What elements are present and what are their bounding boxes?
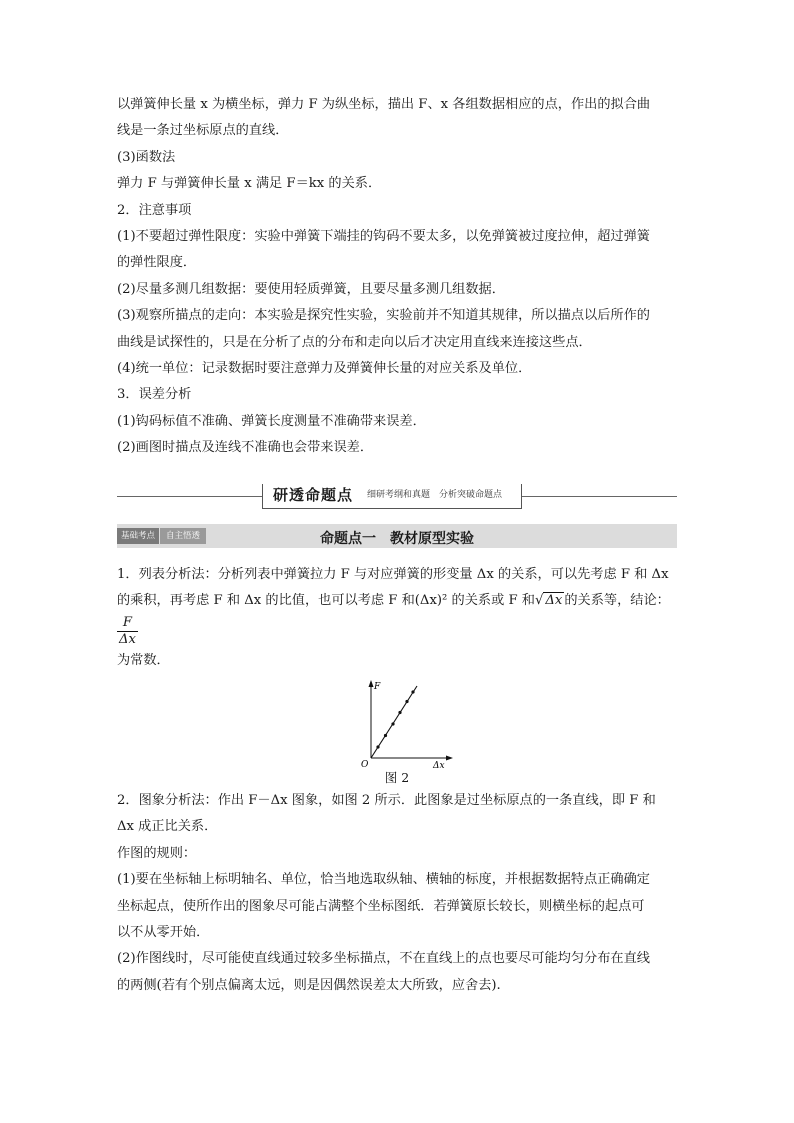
data-point (384, 734, 387, 737)
fraction-F-over-dx (117, 615, 138, 648)
p1-line-3: 为常数． (117, 652, 170, 668)
banner-title: 研透命题点 (273, 486, 354, 505)
error-1: (1)钩码标值不准确、弹簧长度测量不准确带来误差． (117, 413, 426, 429)
note-1b: 的弹性限度． (117, 255, 197, 271)
data-point (398, 711, 401, 714)
errors-heading: 3．误差分析 (117, 387, 192, 403)
p1-line-1: 1．列表分析法：分析列表中弹簧拉力 F 与对应弹簧的形变量 Δx 的关系，可以先考虑 F 和 Δx (117, 566, 669, 582)
data-point (376, 745, 379, 748)
note-4: (4)统一单位：记录数据时要注意弹力及弹簧伸长量的对应关系及单位． (117, 361, 532, 377)
notes-heading: 2．注意事项 (117, 202, 192, 218)
p2-line-2: Δx 成正比关系． (117, 819, 218, 835)
rule-1c: 以不从零开始． (117, 924, 210, 940)
tag-self-study: 自主悟透 (160, 528, 206, 544)
origin-label: O (361, 759, 369, 768)
data-point (411, 690, 414, 693)
p2-line-1: 2．图象分析法：作出 F－Δx 图象，如图 2 所示．此图象是过坐标原点的一条直线，即 F 和 (117, 792, 656, 808)
figure-caption: 图 2 (384, 769, 410, 785)
p1-line-2b: 的关系等，结论： (564, 593, 670, 609)
banner-box (262, 484, 522, 509)
method3-text: 弹力 F 与弹簧伸长量 x 满足 F＝kx 的关系． (117, 176, 382, 192)
y-axis-arrow (369, 680, 374, 687)
note-1a: (1)不要超过弹性限度：实验中弹簧下端挂的钩码不要太多，以免弹簧被过度拉伸，超过弹簧 (117, 229, 650, 245)
section-banner (117, 472, 677, 522)
method3-heading: (3)函数法 (117, 149, 176, 165)
intro-line-1: 以弹簧伸长量 x 为横坐标，弹力 F 为纵坐标，描出 F、x 各组数据相应的点，作出的拟合曲 (117, 97, 651, 112)
x-axis-arrow (446, 755, 453, 760)
data-point (391, 722, 394, 725)
document-body (117, 92, 677, 999)
intro-line-2: 线是一条过坐标原点的直线． (117, 123, 289, 139)
rule-1b: 坐标起点，使所作出的图象尽可能占满整个坐标图纸．若弹簧原长较长，则横坐标的起点可 (117, 898, 645, 914)
fraction-numerator: F (117, 615, 138, 632)
p1-line-2 (117, 588, 677, 647)
sqrt-expression: √ Δx (535, 593, 563, 609)
note-2: (2)尽量多测几组数据：要使用轻质弹簧，且要尽量多测几组数据． (117, 281, 505, 297)
rules-heading: 作图的规则： (117, 845, 197, 861)
tag-basic: 基础考点 (117, 528, 159, 544)
banner-subtitle: 细研考纲和真题 分析突破命题点 (367, 490, 503, 501)
note-3b: 曲线是试探性的，只是在分析了点的分布和走向以后才决定用直线来连接这些点． (117, 334, 592, 350)
data-point (405, 700, 408, 703)
f-dx-graph (337, 678, 457, 768)
sqrt-radicand: Δx (545, 593, 563, 609)
rule-2b: 的两侧(若有个别点偏离太远，则是因偶然误差太大所致，应舍去). (117, 977, 501, 993)
section-title: 命题点一 教材原型实验 (320, 530, 474, 547)
fraction-denominator: Δx (119, 631, 136, 647)
rule-1a: (1)要在坐标轴上标明轴名、单位，恰当地选取纵轴、横轴的标度，并根据数据特点正确确定 (117, 872, 650, 888)
error-2: (2)画图时描点及连线不准确也会带来误差． (117, 440, 374, 456)
x-axis-label: Δx (433, 760, 445, 768)
note-3a: (3)观察所描点的走向：本实验是探究性实验，实验前并不知道其规律，所以描点以后所作的 (117, 308, 650, 324)
rule-2a: (2)作图线时，尽可能使直线通过较多坐标描点，不在直线上的点也要尽可能均匀分布在直线 (117, 951, 650, 967)
p1-line-2a: 的乘积，再考虑 F 和 Δx 的比值，也可以考虑 F 和(Δx)² 的关系或 F 和 (117, 593, 535, 609)
section-header-bar (117, 524, 677, 548)
figure-2 (117, 678, 677, 788)
y-axis-label: F (374, 681, 381, 692)
